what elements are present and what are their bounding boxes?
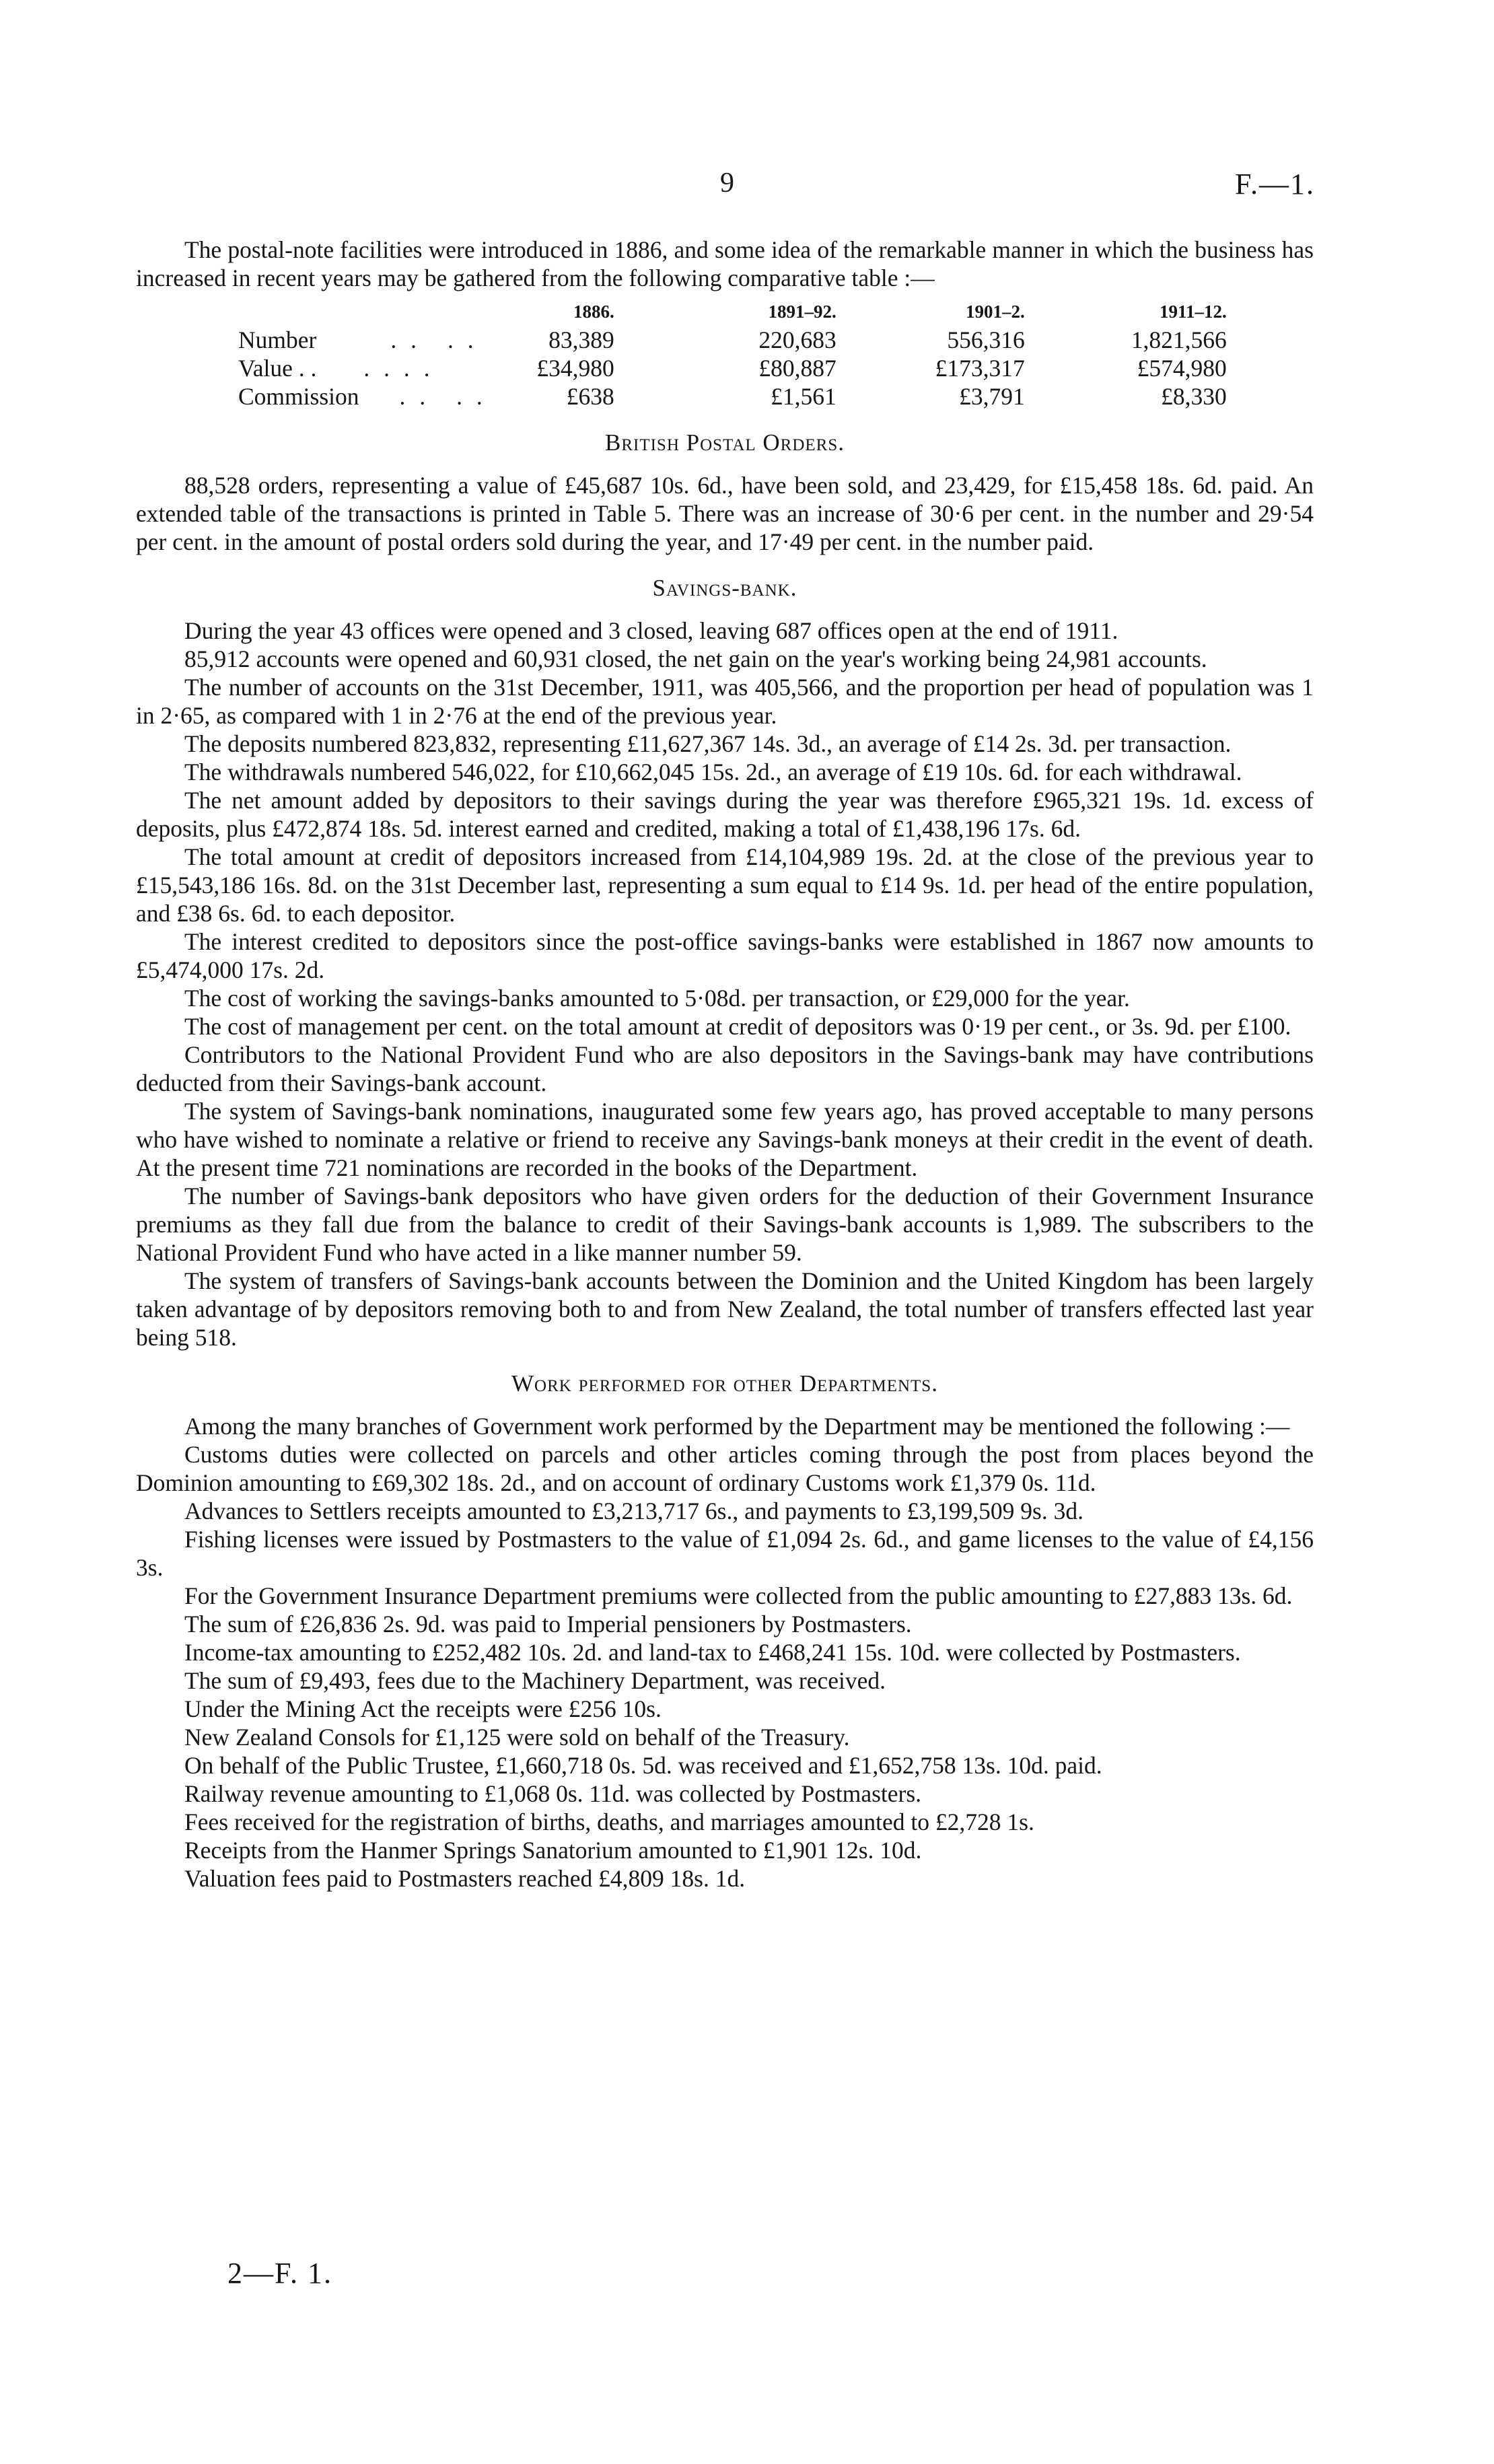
work-performed-paragraph: Under the Mining Act the receipts were £256 10s.	[184, 1695, 662, 1722]
document-reference: F.—1.	[1235, 168, 1315, 201]
savings-bank-paragraph: The withdrawals numbered 546,022, for £10,662,045 15s. 2d., an average of £19 10s. 6d. for each withdrawal.	[184, 759, 1242, 785]
row-label-text: Value . .	[238, 355, 317, 382]
table-header-cell: 1886.	[573, 302, 614, 322]
section-heading-work-performed: Work performed for other Departments.	[511, 1370, 938, 1397]
section-heading-savings-bank: Savings-bank.	[652, 575, 797, 601]
row-label: Number . . . .	[238, 326, 478, 353]
table-header-cell: 1891–92.	[768, 302, 837, 322]
savings-bank-paragraph: The cost of working the savings-banks amounted to 5·08d. per transaction, or £29,000 for the year.	[184, 985, 1130, 1012]
savings-bank-paragraph: During the year 43 offices were opened and 3 closed, leaving 687 offices open at the end of 1911.	[184, 617, 1118, 644]
table-cell: 220,683	[758, 326, 837, 353]
table-header-cell: 1901–2.	[966, 302, 1025, 322]
table-cell: 556,316	[947, 326, 1025, 353]
table-header-cell: 1911–12.	[1160, 302, 1227, 322]
table-cell: £638	[566, 383, 614, 410]
savings-bank-paragraph: The deposits numbered 823,832, representing £11,627,367 14s. 3d., an average of £14 2s. 3d. per transaction.	[184, 730, 1232, 757]
savings-bank-paragraph: 85,912 accounts were opened and 60,931 closed, the net gain on the year's working being 24,981 accounts.	[184, 645, 1207, 672]
work-performed-paragraph: Valuation fees paid to Postmasters reached £4,809 18s. 1d.	[184, 1865, 746, 1892]
table-cell: £80,887	[758, 355, 837, 382]
savings-bank-paragraph: The system of Savings-bank nominations, inaugurated some few years ago, has proved acceptable to many persons who have wished to nominate a relative or friend to receive any Savings-bank moneys at their credit in the event of death. At the present time 721 nominations are recorded in the books of the Department.	[136, 1098, 1314, 1181]
table-cell: 1,821,566	[1131, 326, 1227, 353]
table-header-row	[238, 297, 1227, 326]
row-label-text: Commission	[238, 383, 359, 410]
table-cell: £8,330	[1161, 383, 1227, 410]
row-label	[238, 354, 487, 382]
page-body	[136, 236, 1314, 1893]
savings-bank-paragraph: The number of accounts on the 31st December, 1911, was 405,566, and the proportion per head of population was 1 in 2·65, as compared with 1 in 2·76 at the end of the previous year.	[136, 674, 1314, 729]
row-label: Commission . . . .	[238, 383, 487, 410]
leader-dots: . . . .	[363, 355, 434, 382]
postal-orders-paragraph: 88,528 orders, representing a value of £45,687 10s. 6d., have been sold, and 23,429, for £15,458 18s. 6d. paid. An extended table of the transactions is printed in Table 5. There was an increase of 30·6 per cent. in the number and 29·54 per cent. in the amount of postal orders sold during the year, and 17·49 per cent. in the number paid.	[136, 472, 1314, 555]
work-performed-paragraph: Fishing licenses were issued by Postmasters to the value of £1,094 2s. 6d., and game licenses to the value of £4,156 3s.	[136, 1526, 1314, 1581]
savings-bank-paragraph: The cost of management per cent. on the total amount at credit of depositors was 0·19 per cent., or 3s. 9d. per £100.	[184, 1013, 1291, 1040]
table-cell: £574,980	[1137, 355, 1227, 382]
savings-bank-paragraph: The number of Savings-bank depositors who have given orders for the deduction of their Government Insurance premiums as they fall due from the balance to credit of their Savings-bank accounts is 1,989. The subscribers to the National Provident Fund who have acted in a like manner number 59.	[136, 1183, 1314, 1266]
savings-bank-paragraph: The total amount at credit of depositors increased from £14,104,989 19s. 2d. at the close of the previous year to £15,543,186 16s. 8d. on the 31st December last, representing a sum equal to £14 9s. 1d. per head of the entire population, and £38 6s. 6d. to each depositor.	[136, 843, 1314, 927]
work-performed-section	[136, 1412, 1314, 1893]
table-cell: 83,389	[548, 326, 614, 353]
section-heading-british-postal-orders: British Postal Orders.	[604, 429, 845, 456]
work-performed-paragraph: Fees received for the registration of births, deaths, and marriages amounted to £2,728 1s.	[184, 1808, 1034, 1835]
page-header	[0, 167, 1494, 207]
savings-bank-paragraph: Contributors to the National Provident Fund who are also depositors in the Savings-bank may have contributions deducted from their Savings-bank account.	[136, 1041, 1314, 1096]
work-performed-paragraph: On behalf of the Public Trustee, £1,660,718 0s. 5d. was received and £1,652,758 13s. 10d. paid.	[184, 1752, 1102, 1779]
savings-bank-section	[136, 617, 1314, 1351]
savings-bank-paragraph: The interest credited to depositors since the post-office savings-banks were established in 1867 now amounts to £5,474,000 17s. 2d.	[136, 928, 1314, 983]
table-cell: £3,791	[959, 383, 1025, 410]
work-performed-paragraph: Railway revenue amounting to £1,068 0s. 11d. was collected by Postmasters.	[184, 1780, 922, 1807]
work-performed-paragraph: Advances to Settlers receipts amounted to £3,213,717 6s., and payments to £3,199,509 9s. 3d.	[184, 1498, 1083, 1524]
table-cell: £1,561	[771, 383, 837, 410]
table-header-blank	[238, 297, 487, 326]
table-row	[238, 326, 1227, 354]
savings-bank-paragraph: The system of transfers of Savings-bank accounts between the Dominion and the United Kingdom has been largely taken advantage of by depositors removing both to and from New Zealand, the total number of transfers effected last year being 518.	[136, 1267, 1314, 1351]
work-performed-paragraph: The sum of £26,836 2s. 9d. was paid to Imperial pensioners by Postmasters.	[184, 1611, 912, 1638]
work-performed-paragraph: Income-tax amounting to £252,482 10s. 2d. and land-tax to £468,241 15s. 10d. were collected by Postmasters.	[184, 1639, 1241, 1666]
postal-note-comparison-table	[238, 297, 1227, 411]
table-row	[238, 382, 1227, 411]
table-cell: £34,980	[536, 355, 614, 382]
savings-bank-paragraph: The net amount added by depositors to their savings during the year was therefore £965,321 19s. 1d. excess of deposits, plus £472,874 18s. 5d. interest earned and credited, making a total of £1,438,196 17s. 6d.	[136, 787, 1314, 842]
work-performed-paragraph: New Zealand Consols for £1,125 were sold on behalf of the Treasury.	[184, 1724, 850, 1751]
table-row	[238, 354, 1227, 382]
table-cell: £173,317	[935, 355, 1025, 382]
intro-paragraph: The postal-note facilities were introduced in 1886, and some idea of the remarkable manner in which the business has increased in recent years may be gathered from the following comparative table :—	[136, 236, 1314, 291]
signature-reference: 2—F. 1.	[227, 2257, 332, 2290]
work-performed-paragraph: Among the many branches of Government work performed by the Department may be mentioned the following :—	[184, 1413, 1290, 1440]
work-performed-paragraph: For the Government Insurance Department premiums were collected from the public amounting to £27,883 13s. 6d.	[184, 1582, 1293, 1609]
work-performed-paragraph: Receipts from the Hanmer Springs Sanatorium amounted to £1,901 12s. 10d.	[184, 1837, 922, 1864]
leader-dots: . .	[390, 326, 421, 353]
row-label-text: Number	[238, 326, 317, 353]
page-number: 9	[720, 168, 734, 199]
work-performed-paragraph: Customs duties were collected on parcels and other articles coming through the post from places beyond the Dominion amounting to £69,302 18s. 2d., and on account of ordinary Customs work £1,379 0s. 11d.	[136, 1441, 1314, 1496]
work-performed-paragraph: The sum of £9,493, fees due to the Machinery Department, was received.	[184, 1667, 886, 1694]
leader-dots: . .	[399, 383, 430, 410]
